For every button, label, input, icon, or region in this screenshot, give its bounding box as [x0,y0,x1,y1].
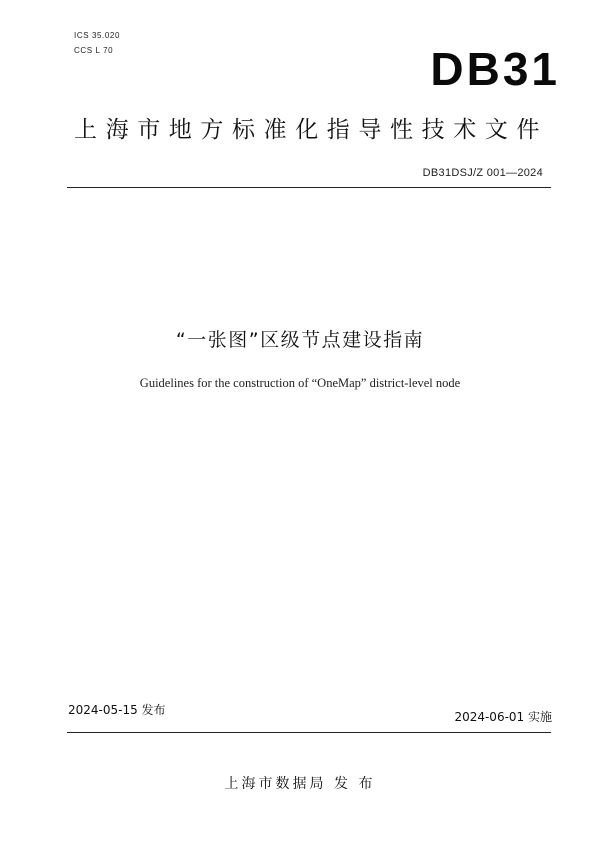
bottom-divider [67,732,551,733]
title-chinese: “一张图”区级节点建设指南 [175,329,425,351]
ccs-code: CCS L 70 [74,46,114,55]
standard-code: DB31 [430,43,560,95]
title-english: Guidelines for the construction of “OneMap” district-level node [139,376,461,390]
implementation-date: 2024-06-01 实施 [454,710,552,724]
document-type-title: 上海市地方标准化指导性技术文件 [74,117,548,143]
issue-date: 2024-05-15 发布 [68,703,166,717]
ics-code: ICS 35.020 [74,31,121,40]
document-number: DB31DSJ/Z 001—2024 [422,167,543,179]
top-divider [67,187,551,188]
publisher: 上海市数据局 发 布 [224,776,376,792]
